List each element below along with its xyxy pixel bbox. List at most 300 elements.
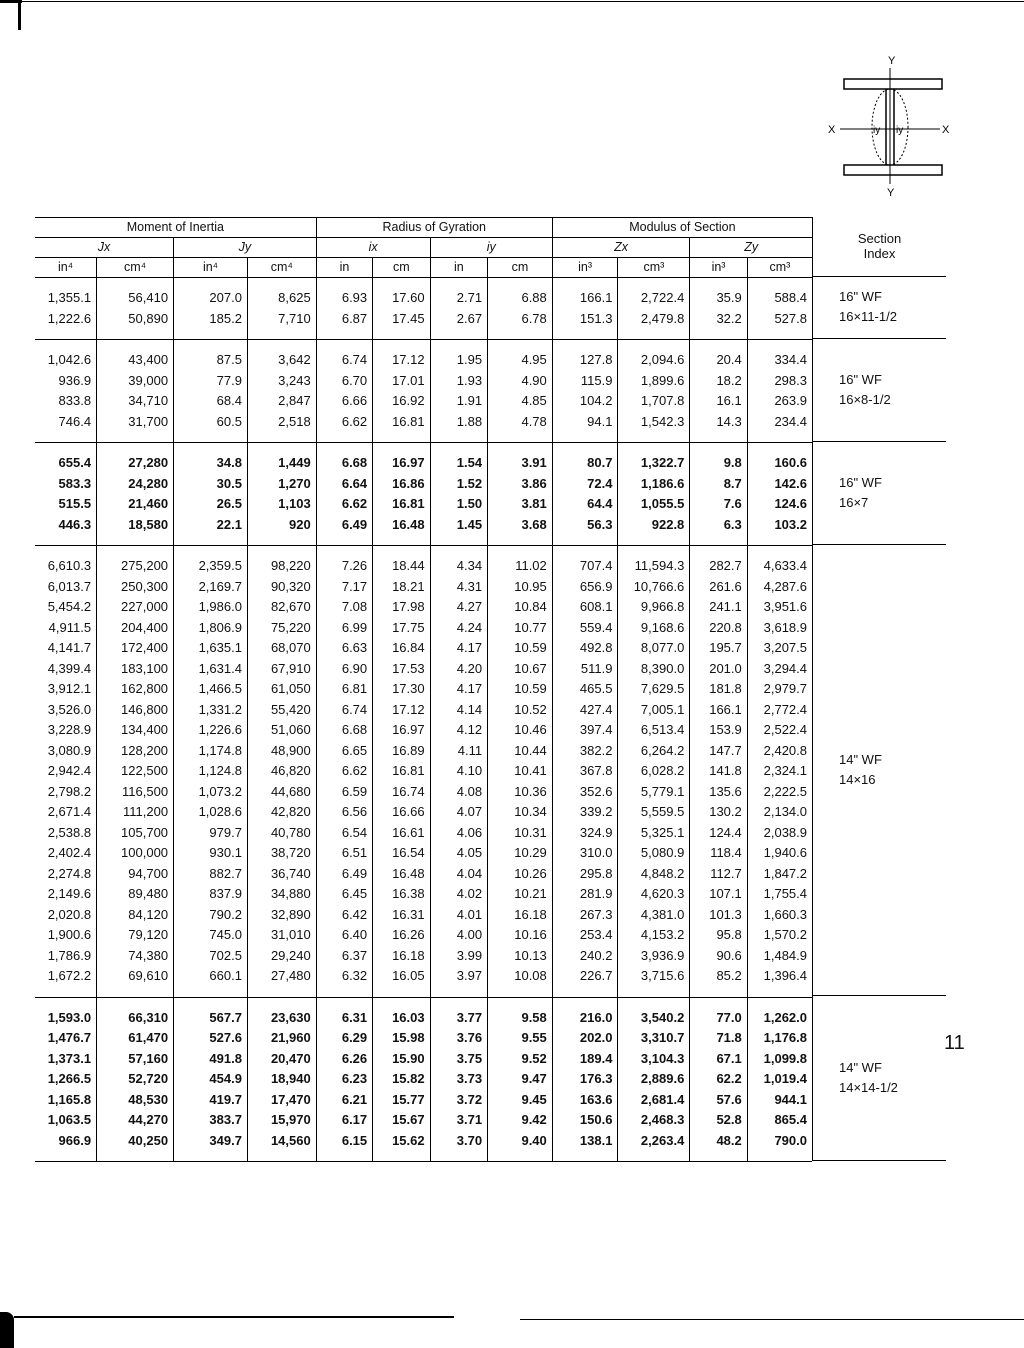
- table-cell: 1,226.6: [174, 720, 248, 741]
- table-cell: 6.51: [316, 843, 372, 864]
- table-cell: 1.54: [430, 443, 487, 474]
- table-cell: 4,633.4: [747, 546, 812, 577]
- table-cell: 172,400: [97, 638, 174, 659]
- table-cell: 4,399.4: [47, 660, 92, 676]
- ix-header: ix: [316, 238, 430, 258]
- table-cell: 250,300: [97, 577, 174, 598]
- table-cell: 124.6: [747, 494, 812, 515]
- table-cell: 3.72: [430, 1090, 487, 1111]
- table-cell: 865.4: [747, 1110, 812, 1131]
- table-cell: 241.1: [690, 597, 747, 618]
- table-cell: 1,672.2: [47, 968, 92, 983]
- table-cell: 4.12: [430, 720, 487, 741]
- table-cell: 10.59: [488, 679, 553, 700]
- table-cell: 8,390.0: [618, 659, 690, 680]
- table-cell: 116,500: [97, 782, 174, 803]
- table-cell: 454.9: [174, 1069, 248, 1090]
- table-cell: 261.6: [690, 577, 747, 598]
- table-cell: 2,979.7: [747, 679, 812, 700]
- x-axis-right-label: X: [942, 124, 950, 136]
- table-cell: 1,806.9: [174, 618, 248, 639]
- table-cell: 1,222.6: [47, 310, 92, 326]
- table-cell: 3,618.9: [747, 618, 812, 639]
- table-cell: 66,310: [97, 997, 174, 1028]
- table-cell: 3,207.5: [747, 638, 812, 659]
- unit-header-cell: cm³: [618, 258, 690, 278]
- table-cell: 38,720: [247, 843, 316, 864]
- table-cell: 1,103: [247, 494, 316, 515]
- table-cell: 94,700: [97, 864, 174, 885]
- table-cell: 4.90: [488, 371, 553, 392]
- table-cell: 34,710: [97, 391, 174, 412]
- table-cell: 1,331.2: [174, 700, 248, 721]
- table-cell: 85.2: [690, 966, 747, 997]
- table-cell: 4.02: [430, 884, 487, 905]
- table-cell: 98,220: [247, 546, 316, 577]
- table-cell: 42,820: [247, 802, 316, 823]
- bottom-rule-right: [520, 1319, 1024, 1320]
- table-cell: 2.71: [430, 278, 487, 309]
- section-index-header-line-2: Index: [863, 246, 896, 262]
- table-row: [35, 997, 812, 1028]
- table-cell: 6,028.2: [618, 761, 690, 782]
- table-cell: 2.67: [430, 309, 487, 340]
- table-cell: 18,580: [97, 515, 174, 546]
- table-cell: 1.88: [430, 412, 487, 443]
- table-cell: 1,986.0: [174, 597, 248, 618]
- table-row: [35, 494, 812, 515]
- table-row: [35, 391, 812, 412]
- table-row: [35, 905, 812, 926]
- top-rule: [22, 1, 1024, 2]
- table-cell: 79,120: [97, 925, 174, 946]
- table-cell: 166.1: [552, 278, 618, 309]
- table-cell: 3,715.6: [618, 966, 690, 997]
- table-cell: 6.32: [316, 966, 372, 997]
- table-cell: 383.7: [174, 1110, 248, 1131]
- table-cell: 4.14: [430, 700, 487, 721]
- table-cell: 7,005.1: [618, 700, 690, 721]
- table-cell: 2,479.8: [618, 309, 690, 340]
- table-cell: 103.2: [747, 515, 812, 546]
- table-cell: 263.9: [747, 391, 812, 412]
- table-cell: 1.95: [430, 340, 487, 371]
- table-cell: 4.01: [430, 905, 487, 926]
- table-cell: 11.02: [488, 546, 553, 577]
- table-cell: 51,060: [247, 720, 316, 741]
- table-cell: 367.8: [552, 761, 618, 782]
- table-row: [35, 340, 812, 371]
- table-cell: 27,480: [247, 966, 316, 997]
- table-cell: 62.2: [690, 1069, 747, 1090]
- table-cell: 89,480: [97, 884, 174, 905]
- table-cell: 10.52: [488, 700, 553, 721]
- table-cell: 6.90: [316, 659, 372, 680]
- table-cell: 465.5: [552, 679, 618, 700]
- table-cell: 4.04: [430, 864, 487, 885]
- table-cell: 234.4: [747, 412, 812, 443]
- section-index-label: 14×14-1/2: [839, 1079, 898, 1095]
- table-cell: 122,500: [97, 761, 174, 782]
- table-row: [35, 679, 812, 700]
- table-cell: 6.64: [316, 474, 372, 495]
- section-group: [35, 278, 812, 340]
- table-cell: 6.56: [316, 802, 372, 823]
- table-cell: 419.7: [174, 1090, 248, 1111]
- table-cell: 2,169.7: [174, 577, 248, 598]
- table-cell: 10.31: [488, 823, 553, 844]
- section-group: [35, 340, 812, 443]
- table-cell: 1,635.1: [174, 638, 248, 659]
- table-cell: 141.8: [690, 761, 747, 782]
- table-cell: 95.8: [690, 925, 747, 946]
- table-cell: 36,740: [247, 864, 316, 885]
- table-cell: 1,593.0: [47, 1009, 92, 1025]
- table-cell: 15.82: [373, 1069, 430, 1090]
- table-cell: 1,542.3: [618, 412, 690, 443]
- table-cell: 9,966.8: [618, 597, 690, 618]
- table-cell: 16.31: [373, 905, 430, 926]
- iy-left-label: iy: [873, 125, 881, 136]
- table-row: [35, 925, 812, 946]
- table-cell: 10.13: [488, 946, 553, 967]
- table-cell: 275,200: [97, 546, 174, 577]
- table-cell: 702.5: [174, 946, 248, 967]
- table-cell: 10.08: [488, 966, 553, 997]
- table-cell: 40,250: [97, 1131, 174, 1162]
- table-cell: 4,381.0: [618, 905, 690, 926]
- table-cell: 944.1: [747, 1090, 812, 1111]
- table-cell: 3.86: [488, 474, 553, 495]
- table-cell: 2,359.5: [174, 546, 248, 577]
- table-row: [35, 443, 812, 474]
- table-cell: 16.66: [373, 802, 430, 823]
- table-cell: 790.2: [174, 905, 248, 926]
- table-cell: 1.93: [430, 371, 487, 392]
- table-cell: 6.54: [316, 823, 372, 844]
- table-row: [35, 618, 812, 639]
- table-cell: 16.97: [373, 443, 430, 474]
- table-cell: 6.63: [316, 638, 372, 659]
- table-cell: 16.18: [373, 946, 430, 967]
- table-cell: 60.5: [174, 412, 248, 443]
- table-cell: 10.41: [488, 761, 553, 782]
- table-cell: 6.81: [316, 679, 372, 700]
- table-cell: 4,141.7: [47, 640, 92, 655]
- table-cell: 1,940.6: [747, 843, 812, 864]
- table-row: [35, 802, 812, 823]
- table-cell: 324.9: [552, 823, 618, 844]
- table-cell: 48,530: [97, 1090, 174, 1111]
- table-cell: 16.86: [373, 474, 430, 495]
- table-cell: 67,910: [247, 659, 316, 680]
- table-cell: 6.15: [316, 1131, 372, 1162]
- x-axis-left-label: X: [828, 124, 836, 136]
- table-cell: 6.29: [316, 1028, 372, 1049]
- table-cell: 3.75: [430, 1049, 487, 1070]
- table-cell: 1,900.6: [47, 927, 92, 942]
- table-cell: 656.9: [552, 577, 618, 598]
- table-cell: 1,396.4: [747, 966, 812, 997]
- table-cell: 5,325.1: [618, 823, 690, 844]
- table-cell: 48.2: [690, 1131, 747, 1162]
- radius-of-gyration-header: Radius of Gyration: [316, 218, 552, 238]
- table-cell: 74,380: [97, 946, 174, 967]
- table-cell: 26.5: [174, 494, 248, 515]
- table-cell: 195.7: [690, 638, 747, 659]
- table-cell: 17.60: [373, 278, 430, 309]
- wide-flange-cross-section-diagram: [820, 52, 960, 202]
- section-index-header-line-1: Section: [857, 231, 902, 247]
- section-index-label: 14" WF: [839, 1059, 882, 1075]
- table-cell: 660.1: [174, 966, 248, 997]
- table-cell: 2,722.4: [618, 278, 690, 309]
- table-cell: 9.47: [488, 1069, 553, 1090]
- zx-header: Zx: [552, 238, 690, 258]
- table-row: [35, 638, 812, 659]
- table-cell: 16.81: [373, 761, 430, 782]
- table-row: [35, 371, 812, 392]
- table-cell: 18.21: [373, 577, 430, 598]
- table-cell: 10.46: [488, 720, 553, 741]
- table-cell: 6.93: [316, 278, 372, 309]
- table-cell: 226.7: [552, 966, 618, 997]
- table-cell: 67.1: [690, 1049, 747, 1070]
- table-cell: 16.92: [373, 391, 430, 412]
- table-cell: 10.16: [488, 925, 553, 946]
- table-cell: 17.12: [373, 340, 430, 371]
- table-cell: 105,700: [97, 823, 174, 844]
- table-cell: 6.74: [316, 340, 372, 371]
- table-cell: 298.3: [747, 371, 812, 392]
- table-cell: 833.8: [58, 393, 92, 408]
- table-cell: 20,470: [247, 1049, 316, 1070]
- table-cell: 1.52: [430, 474, 487, 495]
- table-cell: 90,320: [247, 577, 316, 598]
- table-cell: 1,322.7: [618, 443, 690, 474]
- table-cell: 16.18: [488, 905, 553, 926]
- table-cell: 527.8: [747, 309, 812, 340]
- table-cell: 3,080.9: [47, 742, 92, 758]
- table-cell: 9,168.6: [618, 618, 690, 639]
- table-cell: 515.5: [58, 496, 92, 511]
- table-cell: 295.8: [552, 864, 618, 885]
- table-cell: 1,570.2: [747, 925, 812, 946]
- table-row: [35, 412, 812, 443]
- table-cell: 655.4: [58, 455, 92, 470]
- table-cell: 240.2: [552, 946, 618, 967]
- table-cell: 4.10: [430, 761, 487, 782]
- table-row: [35, 720, 812, 741]
- table-cell: 16.05: [373, 966, 430, 997]
- table-cell: 10.95: [488, 577, 553, 598]
- table-cell: 21,960: [247, 1028, 316, 1049]
- table-cell: 4.08: [430, 782, 487, 803]
- table-cell: 352.6: [552, 782, 618, 803]
- table-cell: 2,149.6: [47, 886, 92, 901]
- table-cell: 52.8: [690, 1110, 747, 1131]
- table-cell: 6.62: [316, 412, 372, 443]
- section-index-label: 16×11-1/2: [839, 309, 897, 324]
- table-row: [35, 1028, 812, 1049]
- table-cell: 1,755.4: [747, 884, 812, 905]
- table-cell: 2,134.0: [747, 802, 812, 823]
- table-cell: 2,222.5: [747, 782, 812, 803]
- table-cell: 583.3: [58, 475, 92, 491]
- unit-header-cell: cm⁴: [247, 258, 316, 278]
- table-cell: 790.0: [747, 1131, 812, 1162]
- table-cell: 151.3: [552, 309, 618, 340]
- table-cell: 3,243: [247, 371, 316, 392]
- table-cell: 3,310.7: [618, 1028, 690, 1049]
- table-cell: 189.4: [552, 1049, 618, 1070]
- table-cell: 72.4: [552, 474, 618, 495]
- table-cell: 84,120: [97, 905, 174, 926]
- table-cell: 16.38: [373, 884, 430, 905]
- table-cell: 281.9: [552, 884, 618, 905]
- table-cell: 27,280: [97, 443, 174, 474]
- table-cell: 4.05: [430, 843, 487, 864]
- table-row: [35, 884, 812, 905]
- table-cell: 6.62: [316, 494, 372, 515]
- unit-header-cell: in³: [552, 258, 618, 278]
- table-cell: 707.4: [552, 546, 618, 577]
- table-cell: 118.4: [690, 843, 747, 864]
- table-cell: 17.12: [373, 700, 430, 721]
- table-cell: 9.58: [488, 997, 553, 1028]
- table-cell: 3.97: [430, 966, 487, 997]
- table-cell: 6.42: [316, 905, 372, 926]
- table-cell: 22.1: [174, 515, 248, 546]
- table-cell: 77.0: [690, 997, 747, 1028]
- unit-row: [35, 258, 812, 278]
- table-cell: 2,772.4: [747, 700, 812, 721]
- table-cell: 4,287.6: [747, 577, 812, 598]
- table-cell: 9.42: [488, 1110, 553, 1131]
- iy-header: iy: [430, 238, 552, 258]
- table-cell: 11,594.3: [618, 546, 690, 577]
- table-cell: 4.11: [430, 741, 487, 762]
- table-cell: 14,560: [247, 1131, 316, 1162]
- table-cell: 15.62: [373, 1131, 430, 1162]
- moment-of-inertia-header: Moment of Inertia: [35, 218, 316, 238]
- table-cell: 9.55: [488, 1028, 553, 1049]
- table-cell: 4.17: [430, 638, 487, 659]
- table-cell: 112.7: [690, 864, 747, 885]
- table-row: [35, 1110, 812, 1131]
- table-cell: 5,080.9: [618, 843, 690, 864]
- table-cell: 4.24: [430, 618, 487, 639]
- table-cell: 922.8: [618, 515, 690, 546]
- table-cell: 1,176.8: [747, 1028, 812, 1049]
- section-group: [35, 546, 812, 998]
- table-cell: 107.1: [690, 884, 747, 905]
- table-row: [35, 474, 812, 495]
- table-cell: 207.0: [174, 278, 248, 309]
- table-cell: 16.74: [373, 782, 430, 803]
- table-cell: 61,470: [97, 1028, 174, 1049]
- section-index-label: 14" WF: [839, 751, 882, 767]
- table-cell: 8.7: [690, 474, 747, 495]
- table-cell: 1,099.8: [747, 1049, 812, 1070]
- table-cell: 16.03: [373, 997, 430, 1028]
- table-cell: 220.8: [690, 618, 747, 639]
- table-cell: 104.2: [552, 391, 618, 412]
- table-cell: 1,073.2: [174, 782, 248, 803]
- table-cell: 150.6: [552, 1110, 618, 1131]
- table-row: [35, 278, 812, 309]
- table-cell: 16.61: [373, 823, 430, 844]
- table-cell: 18.44: [373, 546, 430, 577]
- section-group: [35, 443, 812, 546]
- table-cell: 18.2: [690, 371, 747, 392]
- table-cell: 4.34: [430, 546, 487, 577]
- zy-header: Zy: [690, 238, 812, 258]
- table-cell: 2,420.8: [747, 741, 812, 762]
- iy-right-label: iy: [896, 125, 904, 136]
- table-cell: 57,160: [97, 1049, 174, 1070]
- table-cell: 35.9: [690, 278, 747, 309]
- table-cell: 6.78: [488, 309, 553, 340]
- table-cell: 1,899.6: [618, 371, 690, 392]
- table-cell: 4.20: [430, 659, 487, 680]
- table-cell: 3.73: [430, 1069, 487, 1090]
- table-cell: 111,200: [97, 802, 174, 823]
- table-cell: 124.4: [690, 823, 747, 844]
- table-row: [35, 1131, 812, 1162]
- table-cell: 4,153.2: [618, 925, 690, 946]
- table-cell: 2,847: [247, 391, 316, 412]
- table-cell: 6.31: [316, 997, 372, 1028]
- table-cell: 15.90: [373, 1049, 430, 1070]
- table-cell: 23,630: [247, 997, 316, 1028]
- table-cell: 10.29: [488, 843, 553, 864]
- table-cell: 134,400: [97, 720, 174, 741]
- table-cell: 1.50: [430, 494, 487, 515]
- table-cell: 6.66: [316, 391, 372, 412]
- table-cell: 6,513.4: [618, 720, 690, 741]
- table-cell: 201.0: [690, 659, 747, 680]
- table-cell: 34,880: [247, 884, 316, 905]
- table-cell: 1,847.2: [747, 864, 812, 885]
- table-cell: 1,262.0: [747, 997, 812, 1028]
- section-index-column: [812, 217, 946, 1161]
- table-cell: 2,942.4: [47, 763, 92, 778]
- table-cell: 10.34: [488, 802, 553, 823]
- section-index-label: 16" WF: [839, 289, 882, 304]
- top-left-vertical-mark: [18, 0, 21, 30]
- table-cell: 3.81: [488, 494, 553, 515]
- unit-header-cell: cm⁴: [97, 258, 174, 278]
- unit-header-cell: in³: [690, 258, 747, 278]
- unit-header-cell: in: [430, 258, 487, 278]
- table-cell: 4.00: [430, 925, 487, 946]
- table-cell: 339.2: [552, 802, 618, 823]
- table-row: [35, 741, 812, 762]
- table-cell: 39,000: [97, 371, 174, 392]
- table-cell: 3,104.3: [618, 1049, 690, 1070]
- table-cell: 1,466.5: [174, 679, 248, 700]
- table-cell: 6.70: [316, 371, 372, 392]
- table-cell: 163.6: [552, 1090, 618, 1111]
- table-cell: 2,671.4: [47, 804, 92, 819]
- table-cell: 16.1: [690, 391, 747, 412]
- unit-header-cell: cm: [488, 258, 553, 278]
- table-cell: 160.6: [747, 443, 812, 474]
- table-cell: 1,028.6: [174, 802, 248, 823]
- table-cell: 31,700: [97, 412, 174, 443]
- table-cell: 3,294.4: [747, 659, 812, 680]
